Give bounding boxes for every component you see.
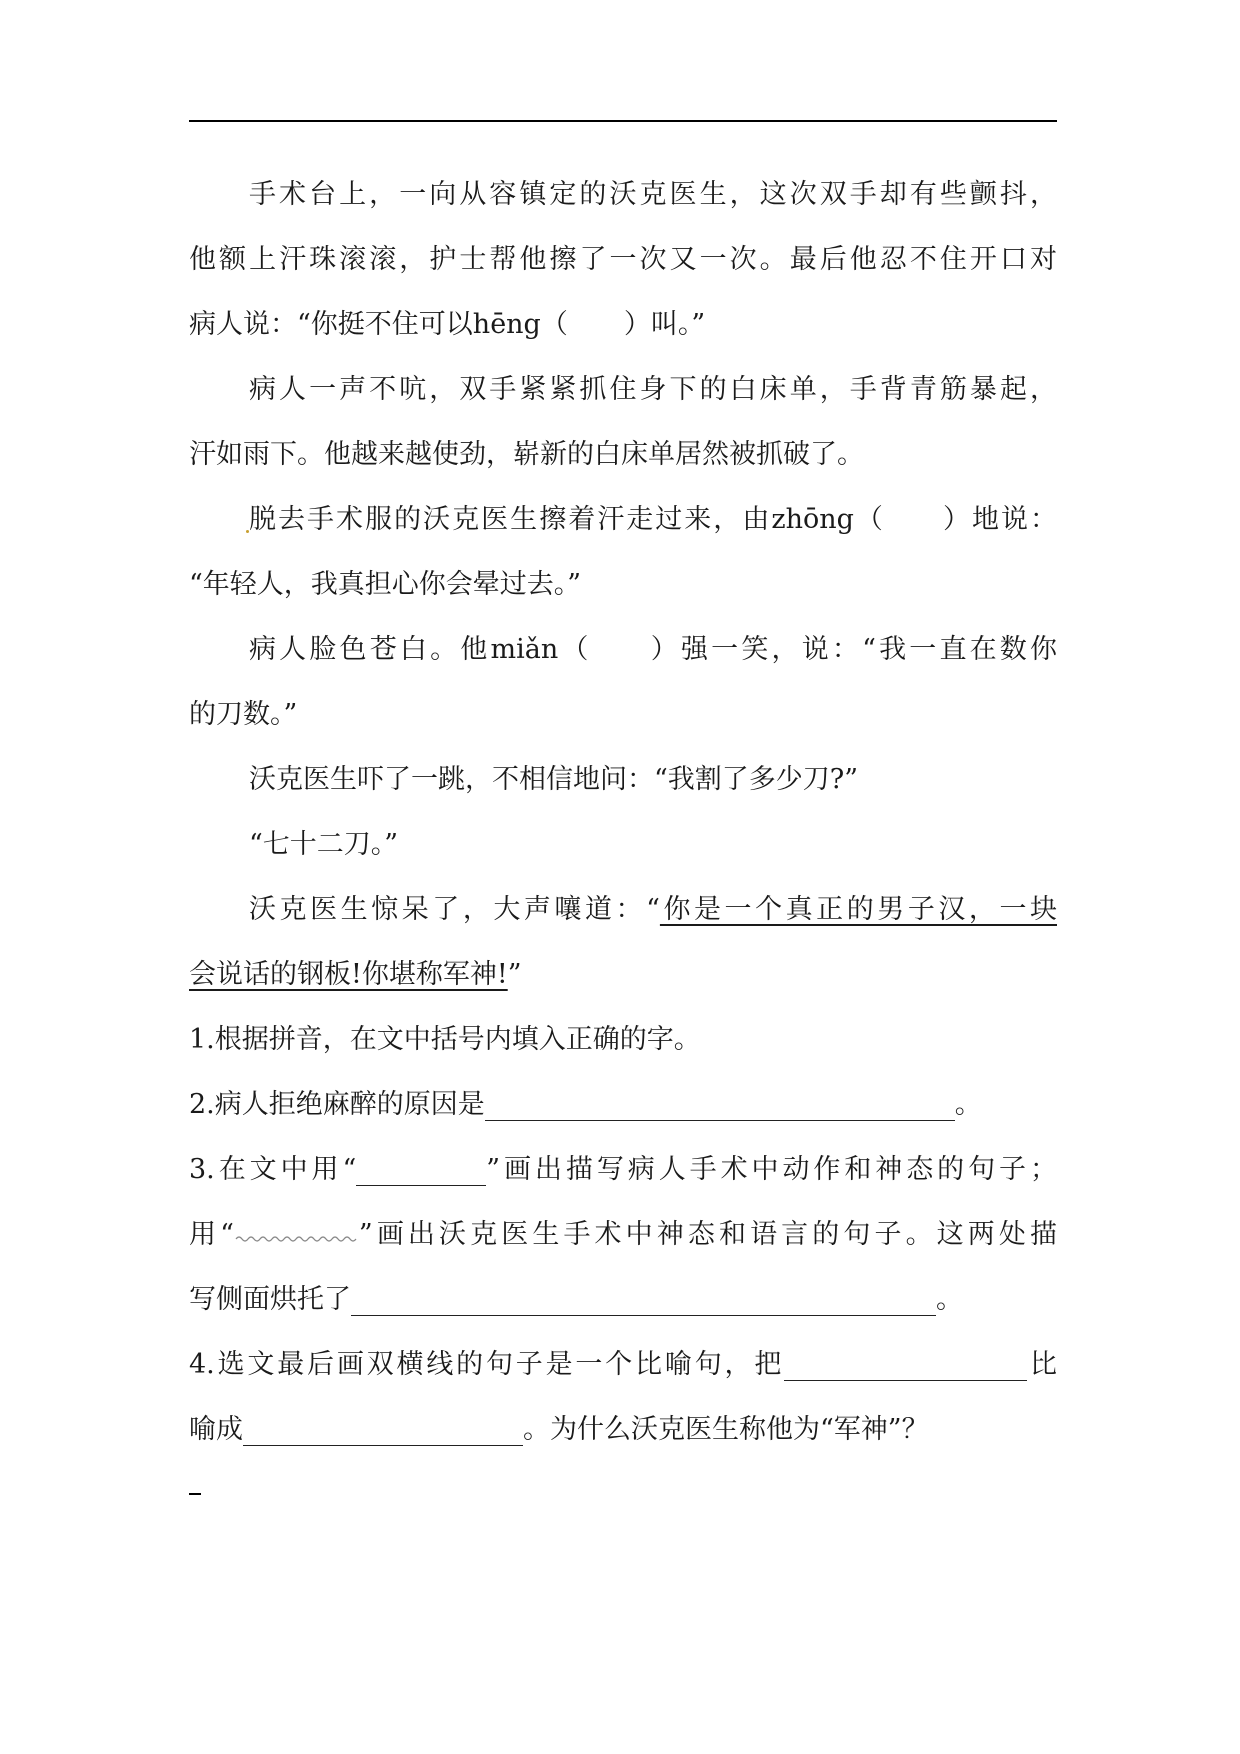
answer-line-stub (189, 1493, 201, 1495)
passage-line: “年轻人，我真担心你会晕过去。” (189, 569, 582, 600)
passage-line: “七十二刀。” (249, 829, 399, 860)
passage-line: 手术台上，一向从容镇定的沃克医生，这次双手却有些颤抖， (249, 179, 1057, 210)
passage-line: 病人一声不吭，双手紧紧抓住身下的白床单，手背青筋暴起， (249, 374, 1057, 405)
wavy-line-sample (234, 1223, 359, 1243)
passage-line: 沃克医生惊呆了，大声嚷道：“你是一个真正的男子汉，一块 (249, 894, 1057, 925)
answer-blank[interactable] (485, 1085, 955, 1125)
question-1: 1.根据拼音，在文中括号内填入正确的字。 (189, 1024, 701, 1055)
double-underlined-sentence: 会说话的钢板!你堪称军神! (189, 959, 508, 990)
passage-line: 病人说：“你挺不住可以hēng（ ）叫。” (189, 309, 706, 340)
top-rule (189, 120, 1057, 122)
straight-line-sample (356, 1150, 486, 1190)
answer-blank[interactable] (784, 1345, 1027, 1385)
passage-line: 脱去手术服的沃克医生擦着汗走过来，由zhōng（ ）地说： (249, 504, 1057, 535)
passage-line: 他额上汗珠滚滚，护士帮他擦了一次又一次。最后他忍不住开口对 (189, 244, 1057, 275)
passage-line: 沃克医生吓了一跳，不相信地问：“我割了多少刀?” (249, 764, 859, 795)
passage-line: 会说话的钢板!你堪称军神!” (189, 959, 522, 990)
question-3: 用“ ”画出沃克医生手术中神态和语言的句子。这两处描 (189, 1219, 1057, 1250)
answer-blank[interactable] (243, 1410, 523, 1450)
answer-blank[interactable] (351, 1280, 936, 1320)
passage-line: 汗如雨下。他越来越使劲，崭新的白床单居然被抓破了。 (189, 439, 864, 470)
question-4: 4.选文最后画双横线的句子是一个比喻句，把 比 (189, 1345, 1057, 1385)
passage-line: 病人脸色苍白。他miǎn（ ）强一笑，说：“我一直在数你 (249, 634, 1057, 665)
passage-line: 的刀数。” (189, 699, 298, 730)
question-2: 2.病人拒绝麻醉的原因是 。 (189, 1085, 1057, 1125)
double-underlined-sentence: 你是一个真正的男子汉，一块 (659, 894, 1057, 925)
question-4: 喻成 。为什么沃克医生称他为“军神”？ (189, 1410, 1057, 1450)
question-3: 写侧面烘托了 。 (189, 1280, 1057, 1320)
question-3: 3.在文中用“ ”画出描写病人手术中动作和神态的句子； (189, 1150, 1057, 1190)
